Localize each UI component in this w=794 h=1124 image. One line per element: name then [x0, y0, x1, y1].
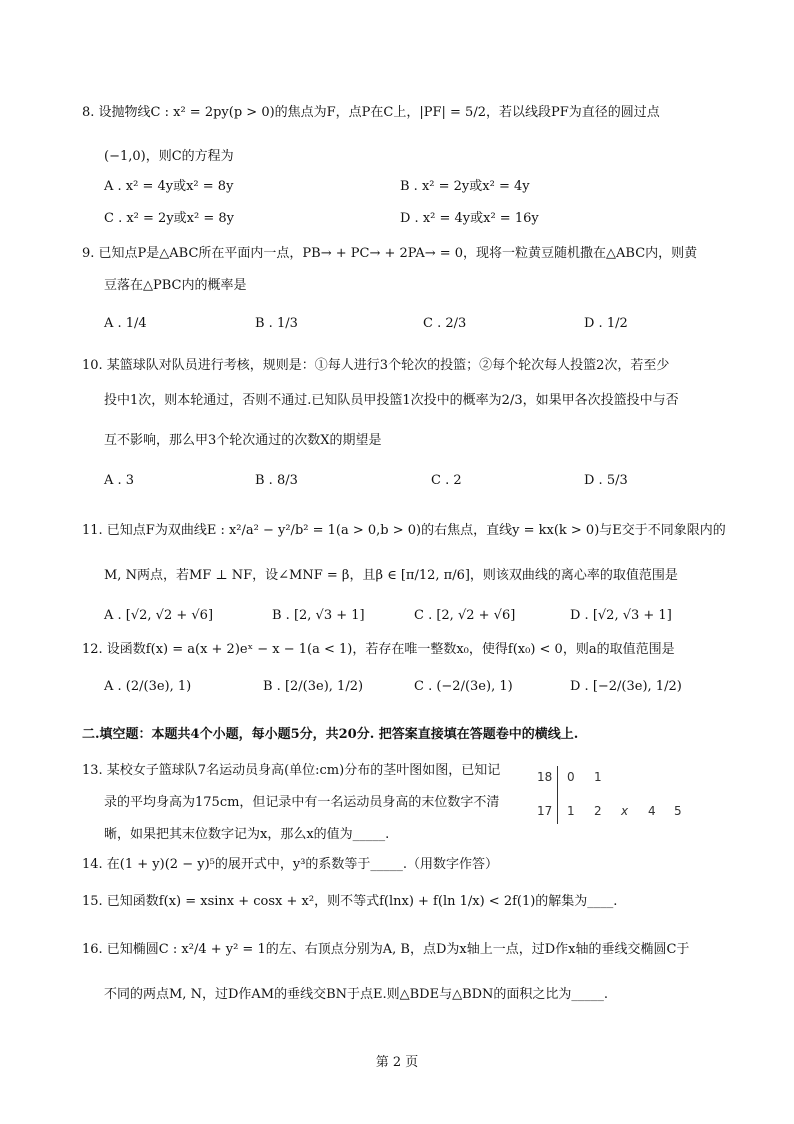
- q11-option-b: B . [2, √3 + 1]: [272, 608, 365, 623]
- q16-line2: 不同的两点M, N，过D作AM的垂线交BN于点E.则△BDE与△BDN的面积之比为_____.: [104, 987, 609, 1002]
- q9-option-d: D . 1/2: [584, 316, 628, 331]
- q14-line: 14. 在(1 + y)(2 − y)⁵的展开式中，y³的系数等于_____.（用数字作答）: [82, 857, 499, 872]
- q12-line1: 12. 设函数f(x) = a(x + 2)eˣ − x − 1(a < 1)，若存在唯一整数x₀，使得f(x₀) < 0，则a的取值范围是: [82, 642, 675, 657]
- q10-line2: 投中1次，则本轮通过，否则不通过.已知队员甲投篮1次投中的概率为2/3，如果甲各次投篮投中与否: [104, 393, 679, 408]
- leaf-17-0: 1: [567, 804, 575, 818]
- leaf-17-4: 5: [674, 804, 682, 818]
- q8-line2: (−1,0)，则C的方程为: [104, 149, 234, 164]
- q11-line2: M, N两点，若MF ⊥ NF，设∠MNF = β，且β ∈ [π/12, π/6]，则该双曲线的离心率的取值范围是: [104, 568, 678, 583]
- leaf-18-0: 0: [567, 770, 575, 784]
- q15-line: 15. 已知函数f(x) = xsinx + cosx + x²，则不等式f(lnx) + f(ln 1/x) < 2f(1)的解集为____.: [82, 894, 618, 909]
- q10-line3: 互不影响，那么甲3个轮次通过的次数X的期望是: [104, 433, 382, 448]
- q11-option-a: A . [√2, √2 + √6]: [104, 608, 214, 623]
- q10-option-a: A . 3: [104, 473, 135, 488]
- q11-option-d: D . [√2, √3 + 1]: [570, 608, 672, 623]
- q8-option-a: A . x² = 4y或x² = 8y: [104, 179, 234, 194]
- q10-option-d: D . 5/3: [584, 473, 628, 488]
- leaf-17-1: 2: [594, 804, 602, 818]
- q8-option-b: B . x² = 2y或x² = 4y: [400, 179, 530, 194]
- q12-option-b: B . [2/(3e), 1/2): [263, 679, 364, 694]
- leaf-18-1: 1: [594, 770, 602, 784]
- q13-line2: 录的平均身高为175cm，但记录中有一名运动员身高的末位数字不清: [104, 795, 500, 810]
- q9-line1: 9. 已知点P是△ABC所在平面内一点，PB→ + PC→ + 2PA→ = 0，现将一粒黄豆随机撒在△ABC内，则黄: [82, 246, 698, 261]
- q10-option-c: C . 2: [431, 473, 462, 488]
- q8-option-c: C . x² = 2y或x² = 8y: [104, 211, 234, 226]
- q13-line3: 晰，如果把其末位数字记为x，那么x的值为_____.: [104, 827, 390, 842]
- q16-line1: 16. 已知椭圆C : x²/4 + y² = 1的左、右顶点分别为A, B，点D为x轴上一点，过D作x轴的垂线交椭圆C于: [82, 942, 690, 957]
- q13-line1: 13. 某校女子篮球队7名运动员身高(单位:cm)分布的茎叶图如图，已知记: [82, 763, 501, 778]
- q12-option-d: D . [−2/(3e), 1/2): [570, 679, 682, 694]
- q9-option-a: A . 1/4: [104, 316, 147, 331]
- page-number: 第 2 页: [375, 1055, 419, 1070]
- q9-option-b: B . 1/3: [255, 316, 298, 331]
- q8-option-d: D . x² = 4y或x² = 16y: [400, 211, 539, 226]
- q12-option-a: A . (2/(3e), 1): [104, 679, 192, 694]
- q8-line1: 8. 设抛物线C : x² = 2py(p > 0)的焦点为F，点P在C上，|PF| = 5/2，若以线段PF为直径的圆过点: [82, 105, 660, 120]
- q12-option-c: C . (−2/(3e), 1): [414, 679, 513, 694]
- q11-line1: 11. 已知点F为双曲线E : x²/a² − y²/b² = 1(a > 0,b > 0)的右焦点，直线y = kx(k > 0)与E交于不同象限内的: [82, 523, 726, 538]
- section-heading: 二.填空题：本题共4个小题，每小题5分，共20分. 把答案直接填在答题卷中的横线上.: [82, 727, 579, 742]
- stem-leaf-divider: [557, 766, 558, 824]
- q11-option-c: C . [2, √2 + √6]: [414, 608, 516, 623]
- leaf-17-3: 4: [648, 804, 656, 818]
- q9-option-c: C . 2/3: [423, 316, 467, 331]
- stem-18: 18: [537, 770, 553, 784]
- q10-line1: 10. 某篮球队对队员进行考核，规则是：①每人进行3个轮次的投篮；②每个轮次每人投篮2次，若至少: [82, 358, 670, 373]
- q9-line2: 豆落在△PBC内的概率是: [104, 278, 247, 293]
- leaf-17-2: x: [621, 804, 629, 818]
- stem-17: 17: [537, 804, 553, 818]
- q10-option-b: B . 8/3: [255, 473, 298, 488]
